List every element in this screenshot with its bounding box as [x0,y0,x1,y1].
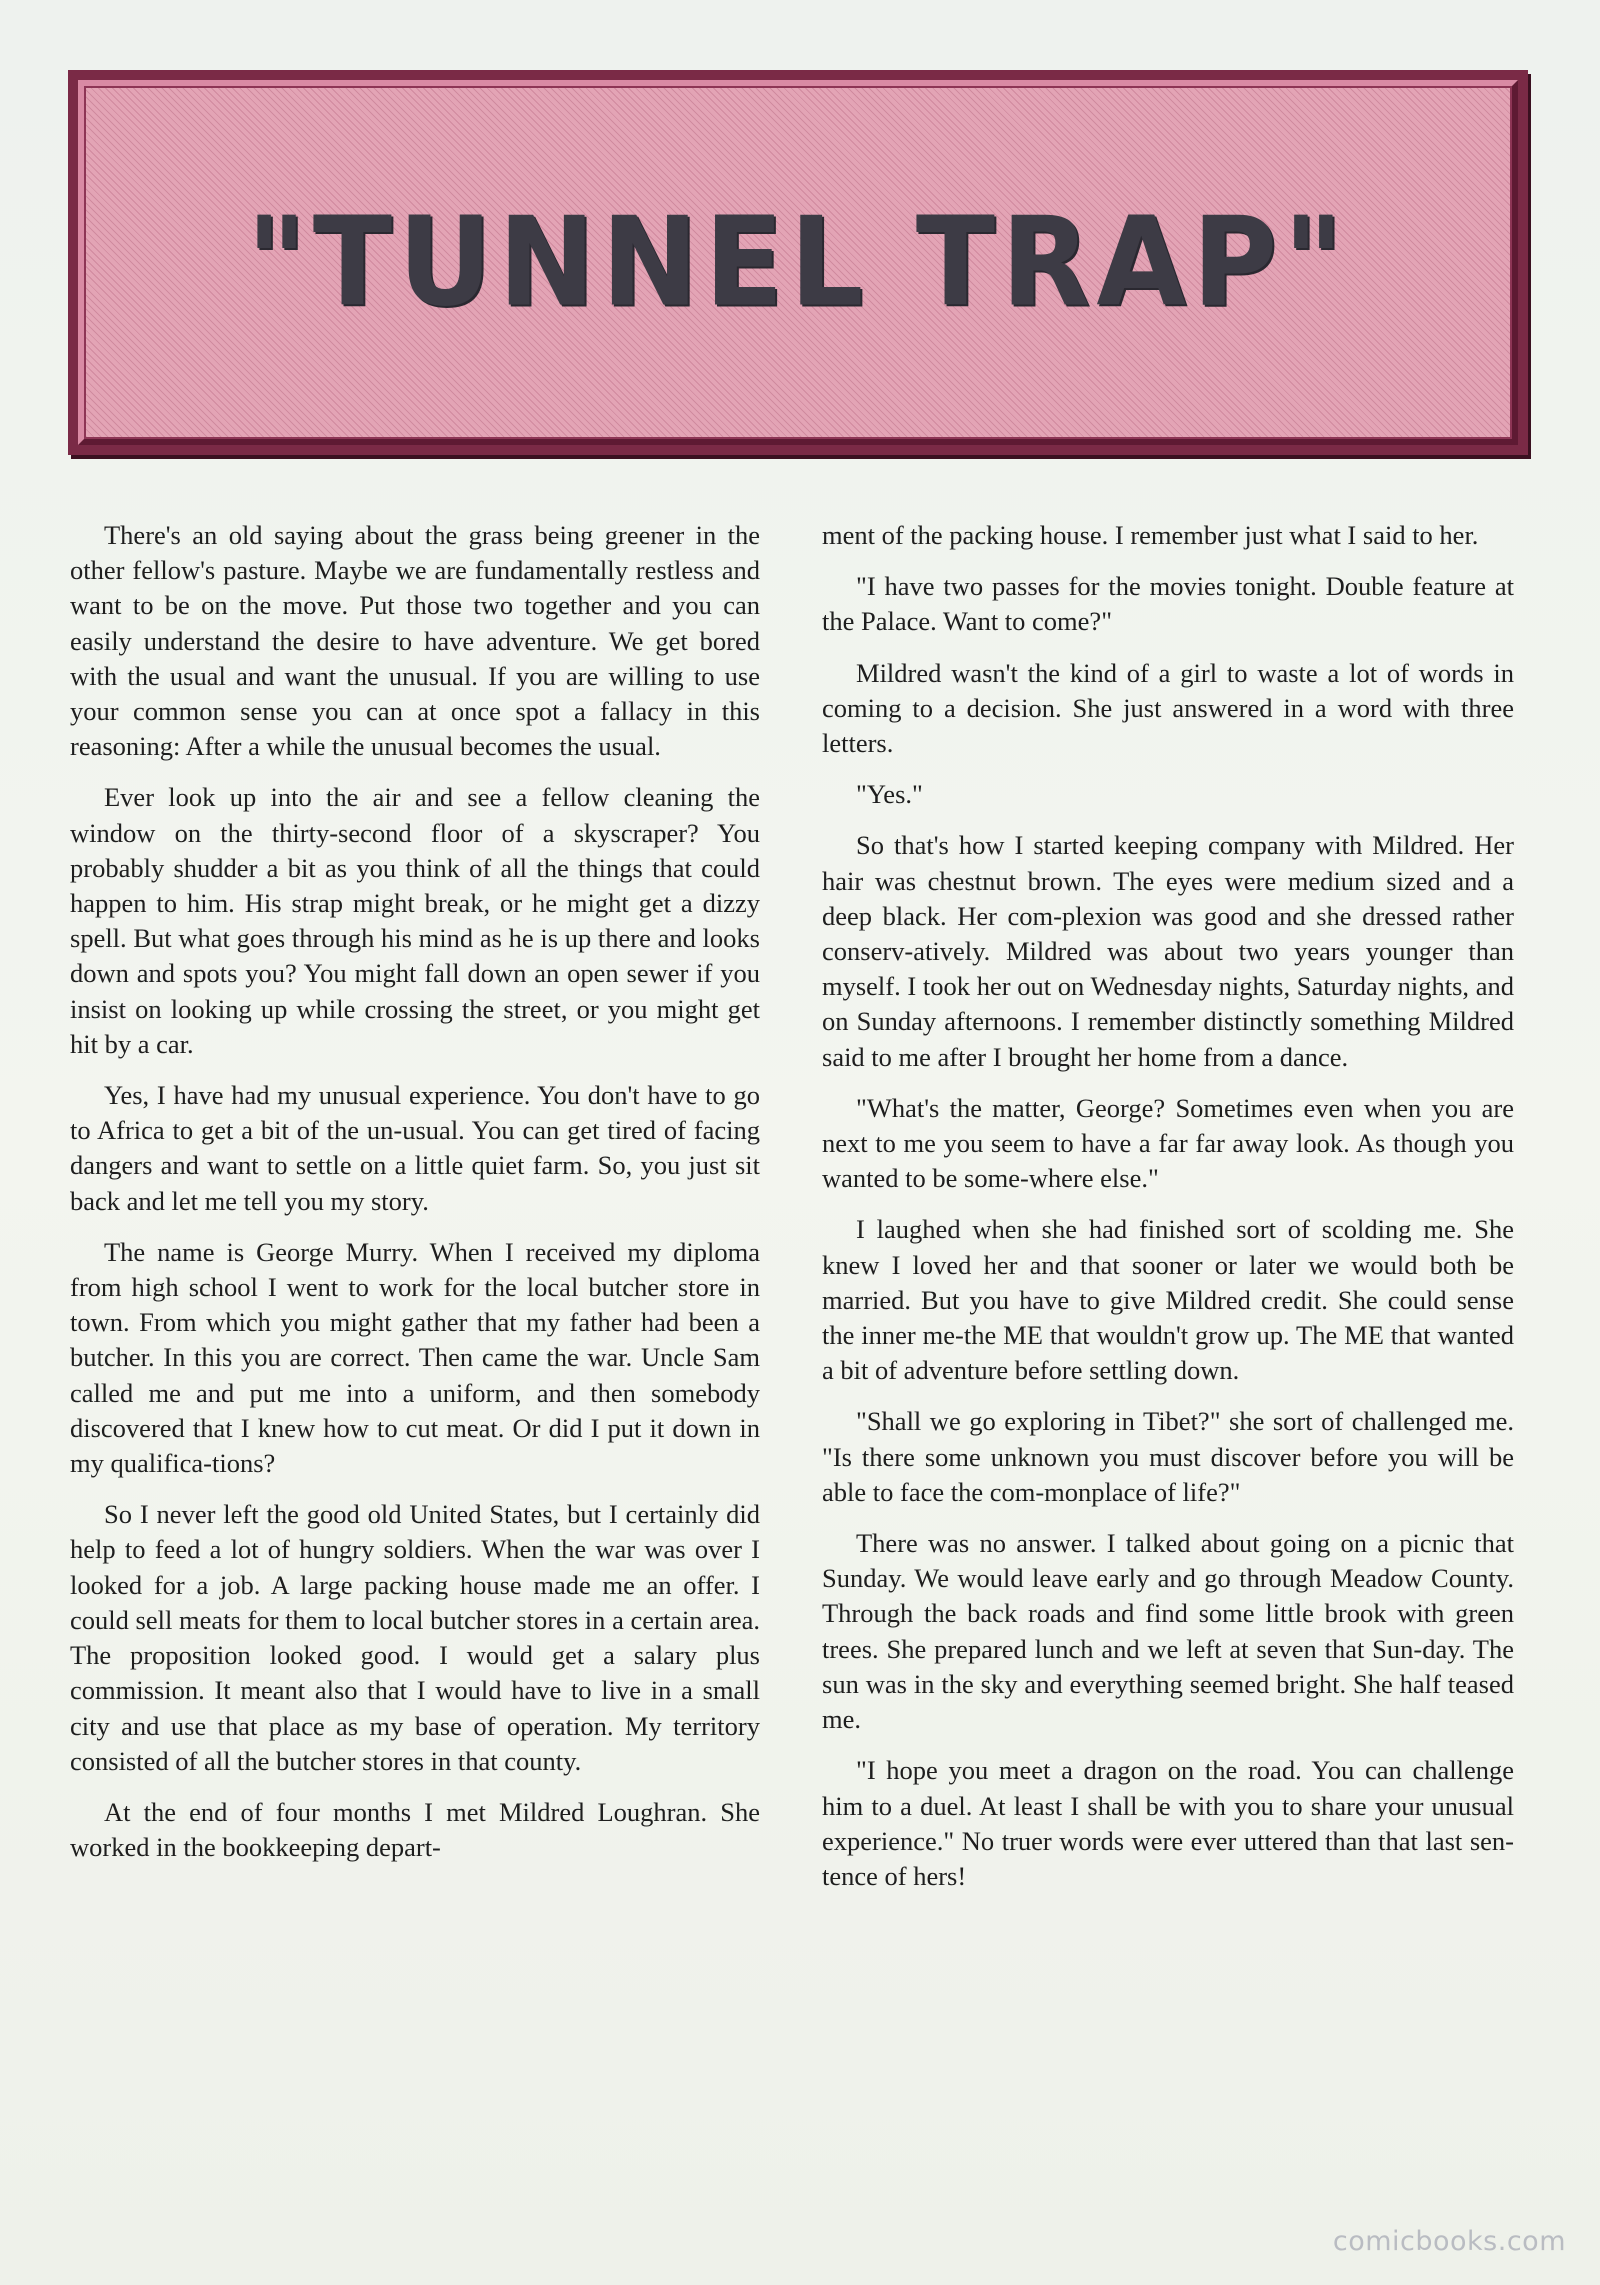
story-title: "TUNNEL TRAP" [246,190,1350,335]
paragraph-continuation: ment of the packing house. I remember just what I said to her. [822,520,1479,550]
paragraph: So I never left the good old United States, but I certainly did help to feed a lot of hungry soldiers. When the war was over I looked for a job. A large packing house made me an offer. I could sell meats for them to local butcher stores in a certain area. The proposition looked good. I would get a salary plus commission. It meant also that I would have to live in a small city and use that place as my base of operation. My territory consisted of all the butcher stores in that county. [70,1499,760,1776]
paragraph: "Shall we go exploring in Tibet?" she sort of challenged me. "Is there some unknown you must discover before you will be able to face the com-monplace of life?" [822,1406,1514,1507]
left-text-column [70,518,760,1881]
paragraph: I laughed when she had finished sort of scolding me. She knew I loved her and that sooner or later we would both be married. But you have to give Mildred credit. She could sense the inner me-the ME that wouldn't grow up. The ME that wanted a bit of adventure before settling down. [822,1214,1514,1386]
paragraph: There's an old saying about the grass being greener in the other fellow's pasture. Maybe we are fundamentally restless and want to be on the move. Put those two together and you can easily understand the desire to have adventure. We get bored with the usual and want the unusual. If you are willing to use your common sense you can at once spot a fallacy in this reasoning: After a while the unusual becomes the usual. [70,520,760,762]
paragraph: Yes, I have had my unusual experience. You don't have to go to Africa to get a bit of the un-usual. You can get tired of facing dangers and want to settle on a little quiet farm. So, you just sit back and let me tell you my story. [70,1080,760,1216]
watermark: comicbooks.com [1332,2226,1566,2257]
paragraph: At the end of four months I met Mildred Loughran. She worked in the bookkeeping depart- [70,1796,760,1863]
paragraph: The name is George Murry. When I received my diploma from high school I went to work for the local butcher store in town. From which you might gather that my father had been a butcher. In this you are correct. Then came the war. Uncle Sam called me and put me into a uniform, and then somebody discovered that I knew how to cut meat. Or did I put it down in my qualifica-tions? [70,1236,760,1479]
paragraph: Mildred wasn't the kind of a girl to waste a lot of words in coming to a decision. She just answered in a word with three letters. [822,657,1514,759]
paragraph: "I hope you meet a dragon on the road. You can challenge him to a duel. At least I shall be with you to share your unusual experience." No truer words were ever uttered than that last sen-tence of hers! [822,1755,1514,1891]
paragraph: There was no answer. I talked about going on a picnic that Sunday. We would leave early and go through Meadow County. Through the back roads and find some little brook with green trees. She prepared lunch and we left at seven that Sun-day. The sun was in the sky and everything seemed bright. She half teased me. [822,1528,1514,1735]
paragraph: So that's how I started keeping company with Mildred. Her hair was chestnut brown. The eyes were medium sized and a deep black. Her com-plexion was good and she dressed rather conserv-atively. Mildred was about two years younger than myself. I took her out on Wednesday nights, Saturday nights, and on Sunday afternoons. I remember distinctly something Mildred said to me after I brought her home from a dance. [822,830,1514,1072]
title-banner [68,70,1528,455]
banner-panel [84,86,1512,439]
paragraph: Ever look up into the air and see a fellow cleaning the window on the thirty-second floor of a skyscraper? You probably shudder a bit as you think of all the things that could happen to him. His strap might break, or he might get a dizzy spell. But what goes through his mind as he is up there and looks down and spots you? You might fall down an open sewer if you insist on looking up while crossing the street, or you might get hit by a car. [70,782,760,1059]
paragraph: "I have two passes for the movies tonight. Double feature at the Palace. Want to come?" [822,571,1514,637]
paragraph: "What's the matter, George? Sometimes even when you are next to me you seem to have a far far away look. As though you wanted to be some-where else." [822,1092,1514,1194]
right-text-column [822,518,1514,1910]
paragraph: "Yes." [856,779,923,810]
